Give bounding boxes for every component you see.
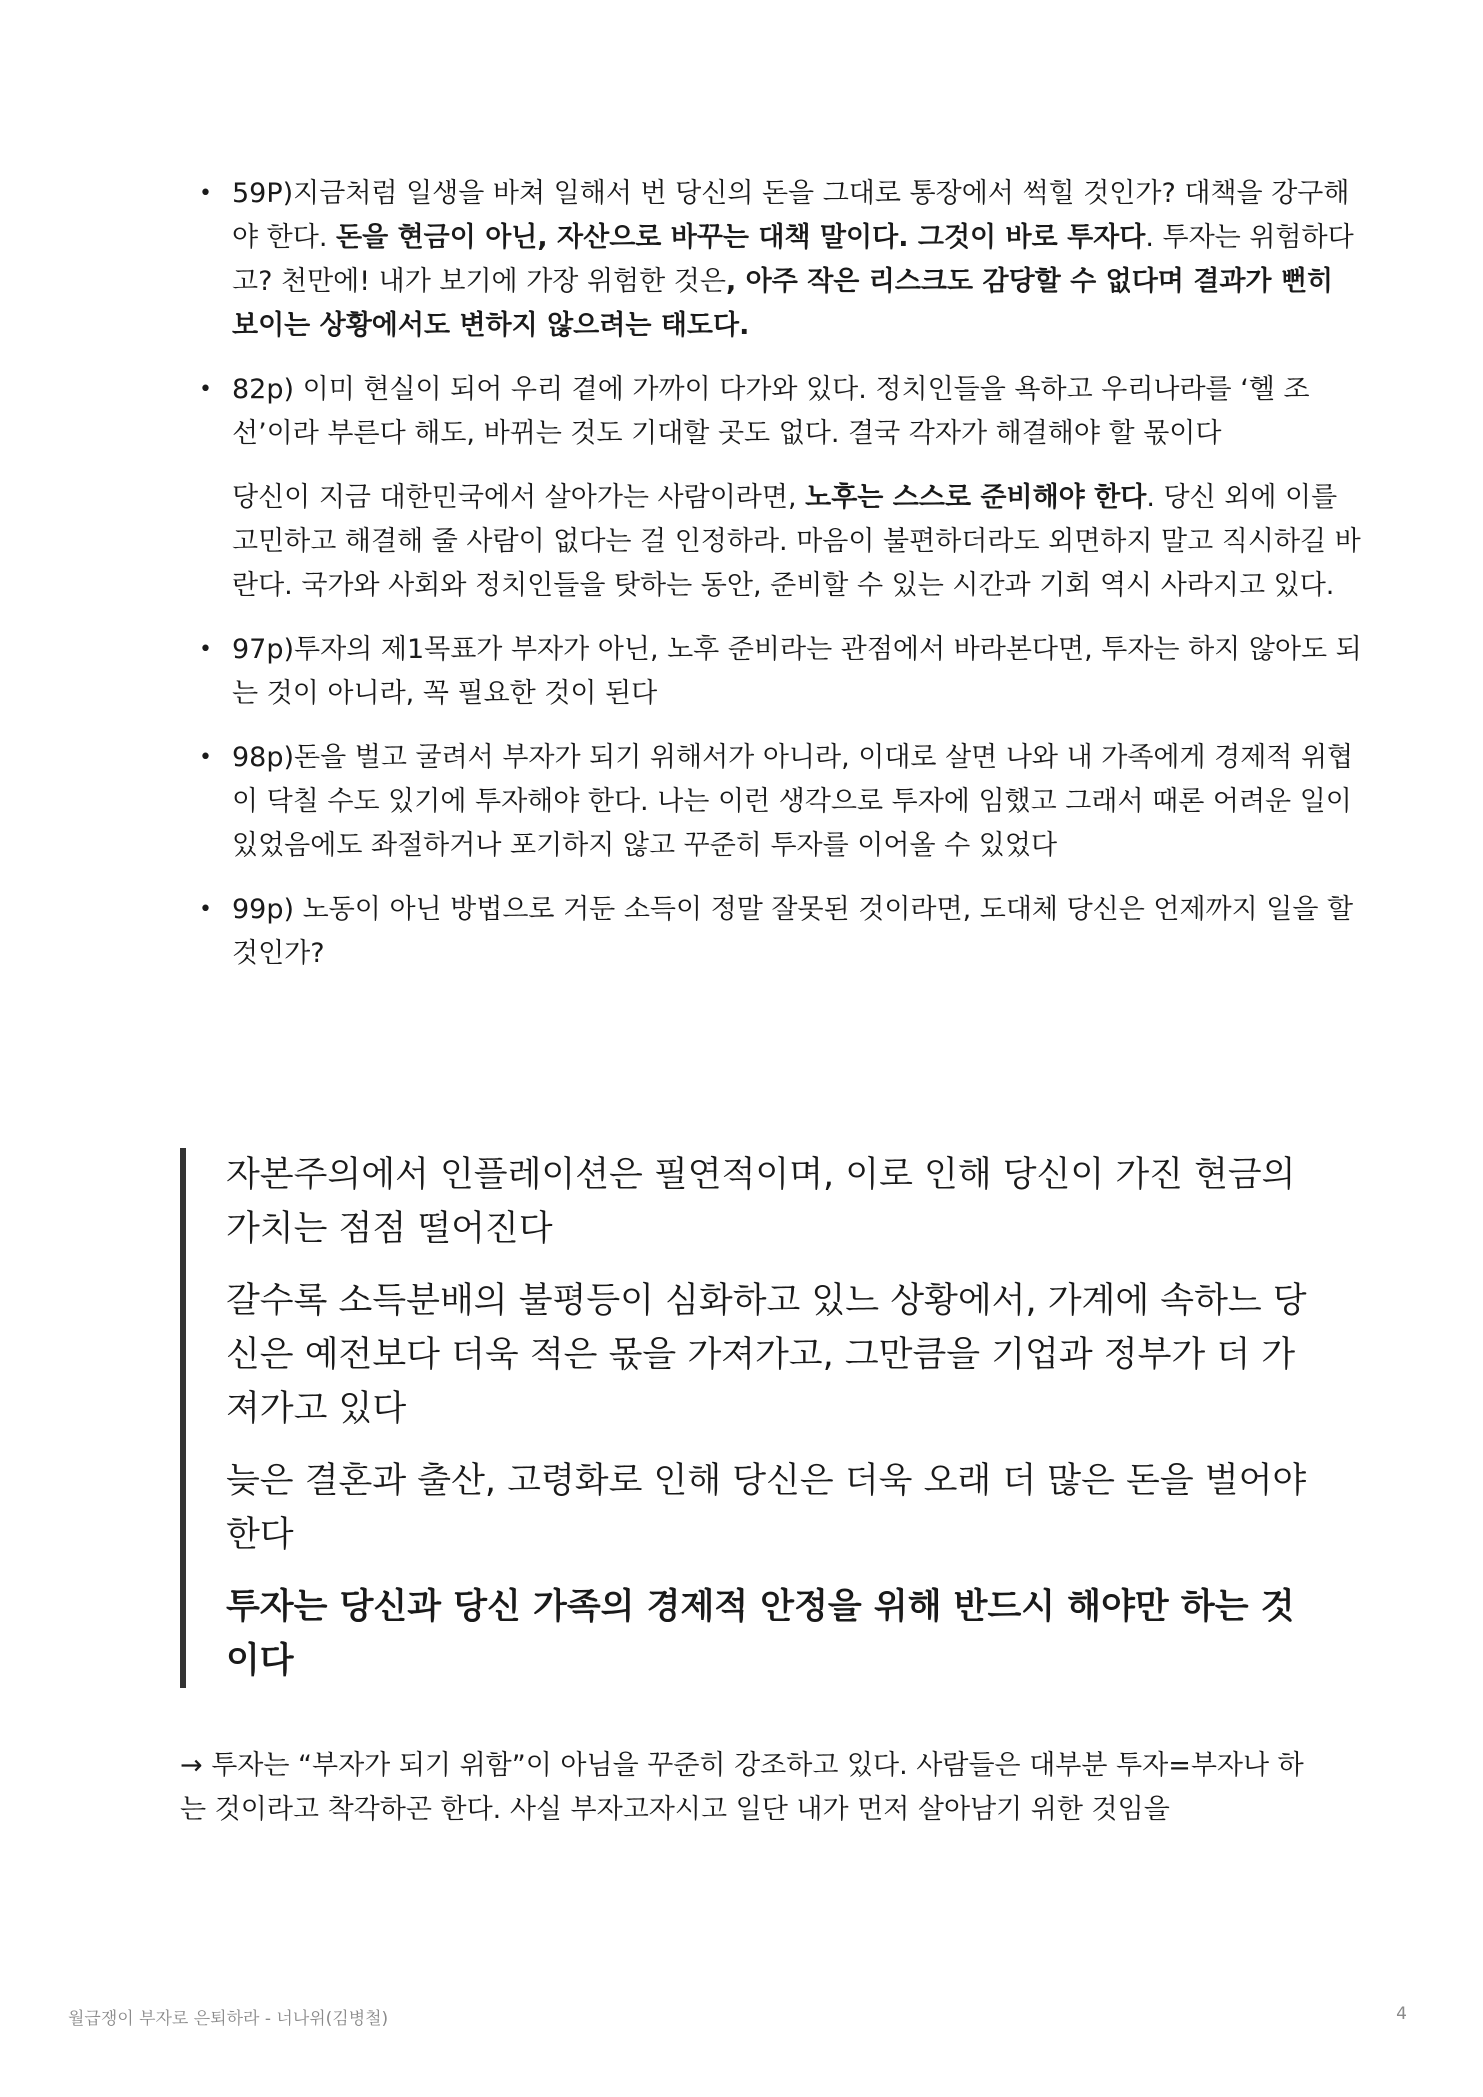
summary-blockquote bbox=[180, 1148, 1320, 1688]
list-item bbox=[199, 628, 1362, 716]
quote-line: 갈수록 소득분배의 불평등이 심화하고 있느 상황에서, 가계에 속하느 당신은 예전보다 더욱 적은 몫을 가져가고, 그만큼을 기업과 정부가 더 가져가고 있다 bbox=[226, 1281, 1307, 1429]
conclusion-paragraph: → 투자는 “부자가 되기 위함”이 아님을 꾸준히 강조하고 있다. 사람들은 대부분 투자=부자나 하는 것이라고 착각하곤 한다. 사실 부자고자시고 일단 내가 먼저 살아남기 위한 것임을 bbox=[180, 1750, 1304, 1825]
bullet-icon: • bbox=[199, 637, 212, 662]
note-paragraph: 98p)돈을 벌고 굴려서 부자가 되기 위해서가 아니라, 이대로 살면 나와 내 가족에게 경제적 위협이 닥칠 수도 있기에 투자해야 한다. 나는 이런 생각으로 투자에 임했고 그래서 때론 어려운 일이 있었음에도 좌절하거나 포기하지 않고 꾸준히 투자를 이어올 수 있었다 bbox=[232, 742, 1354, 861]
note-paragraph: 99p) 노동이 아닌 방법으로 거둔 소득이 정말 잘못된 것이라면, 도대체 당신은 언제까지 일을 할 것인가? bbox=[232, 894, 1354, 969]
list-item bbox=[199, 736, 1362, 868]
bold-text: , 아주 작은 리스크도 감당할 수 없다며 결과가 뻔히 보이는 상황에서도 변하지 않으려는 태도다. bbox=[232, 266, 1334, 341]
list-item bbox=[199, 172, 1362, 348]
bullet-icon: • bbox=[199, 377, 212, 402]
bullet-icon: • bbox=[199, 897, 212, 922]
list-item bbox=[199, 368, 1362, 608]
note-paragraph: 82p) 이미 현실이 되어 우리 곁에 가까이 다가와 있다. 정치인들을 욕하고 우리나라를 ‘헬 조선’이라 부른다 해도, 바뀌는 것도 기대할 곳도 없다. 결국 각자가 해결해야 할 몫이다 bbox=[232, 374, 1310, 449]
bullet-icon: • bbox=[199, 745, 212, 770]
bullet-icon: • bbox=[199, 181, 212, 206]
bold-text: 돈을 현금이 아닌, 자산으로 바꾸는 대책 말이다. 그것이 바로 투자다 bbox=[336, 222, 1146, 253]
note-paragraph: 59P)지금처럼 일생을 바쳐 일해서 번 당신의 돈을 그대로 통장에서 썩힐 것인가? 대책을 강구해야 한다. 돈을 현금이 아닌, 자산으로 바꾸는 대책 말이다. 그것이 바로 투자다. 투자는 위험하다고? 천만에! 내가 보기에 가장 위험한 것은, 아주 작은 리스크도 감당할 수 없다며 결과가 뻔히 보이는 상황에서도 변하지 않으려는 태도다. bbox=[232, 178, 1354, 341]
footer-book-title: 월급쟁이 부자로 은퇴하라 - 너나위(김병철) bbox=[68, 2009, 389, 2029]
list-item bbox=[199, 888, 1362, 976]
quote-emphasis: 투자는 당신과 당신 가족의 경제적 안정을 위해 반드시 해야만 하는 것이다 bbox=[226, 1587, 1295, 1681]
footer-page-number: 4 bbox=[1396, 2004, 1407, 2024]
bold-text: 노후는 스스로 준비해야 한다 bbox=[805, 482, 1147, 513]
quote-line: 자본주의에서 인플레이션은 필연적이며, 이로 인해 당신이 가진 현금의 가치는 점점 떨어진다 bbox=[226, 1155, 1296, 1249]
quote-line: 늦은 결혼과 출산, 고령화로 인해 당신은 더욱 오래 더 많은 돈을 벌어야 한다 bbox=[226, 1461, 1307, 1555]
note-paragraph-continued: 당신이 지금 대한민국에서 살아가는 사람이라면, 노후는 스스로 준비해야 한다. 당신 외에 이를 고민하고 해결해 줄 사람이 없다는 걸 인정하라. 마음이 불편하더라도 외면하지 말고 직시하길 바란다. 국가와 사회와 정치인들을 탓하는 동안, 준비할 수 있는 시간과 기회 역시 사라지고 있다. bbox=[232, 482, 1361, 601]
note-paragraph: 97p)투자의 제1목표가 부자가 아닌, 노후 준비라는 관점에서 바라본다면, 투자는 하지 않아도 되는 것이 아니라, 꼭 필요한 것이 된다 bbox=[232, 634, 1362, 709]
quote-notes-list bbox=[180, 172, 1362, 996]
